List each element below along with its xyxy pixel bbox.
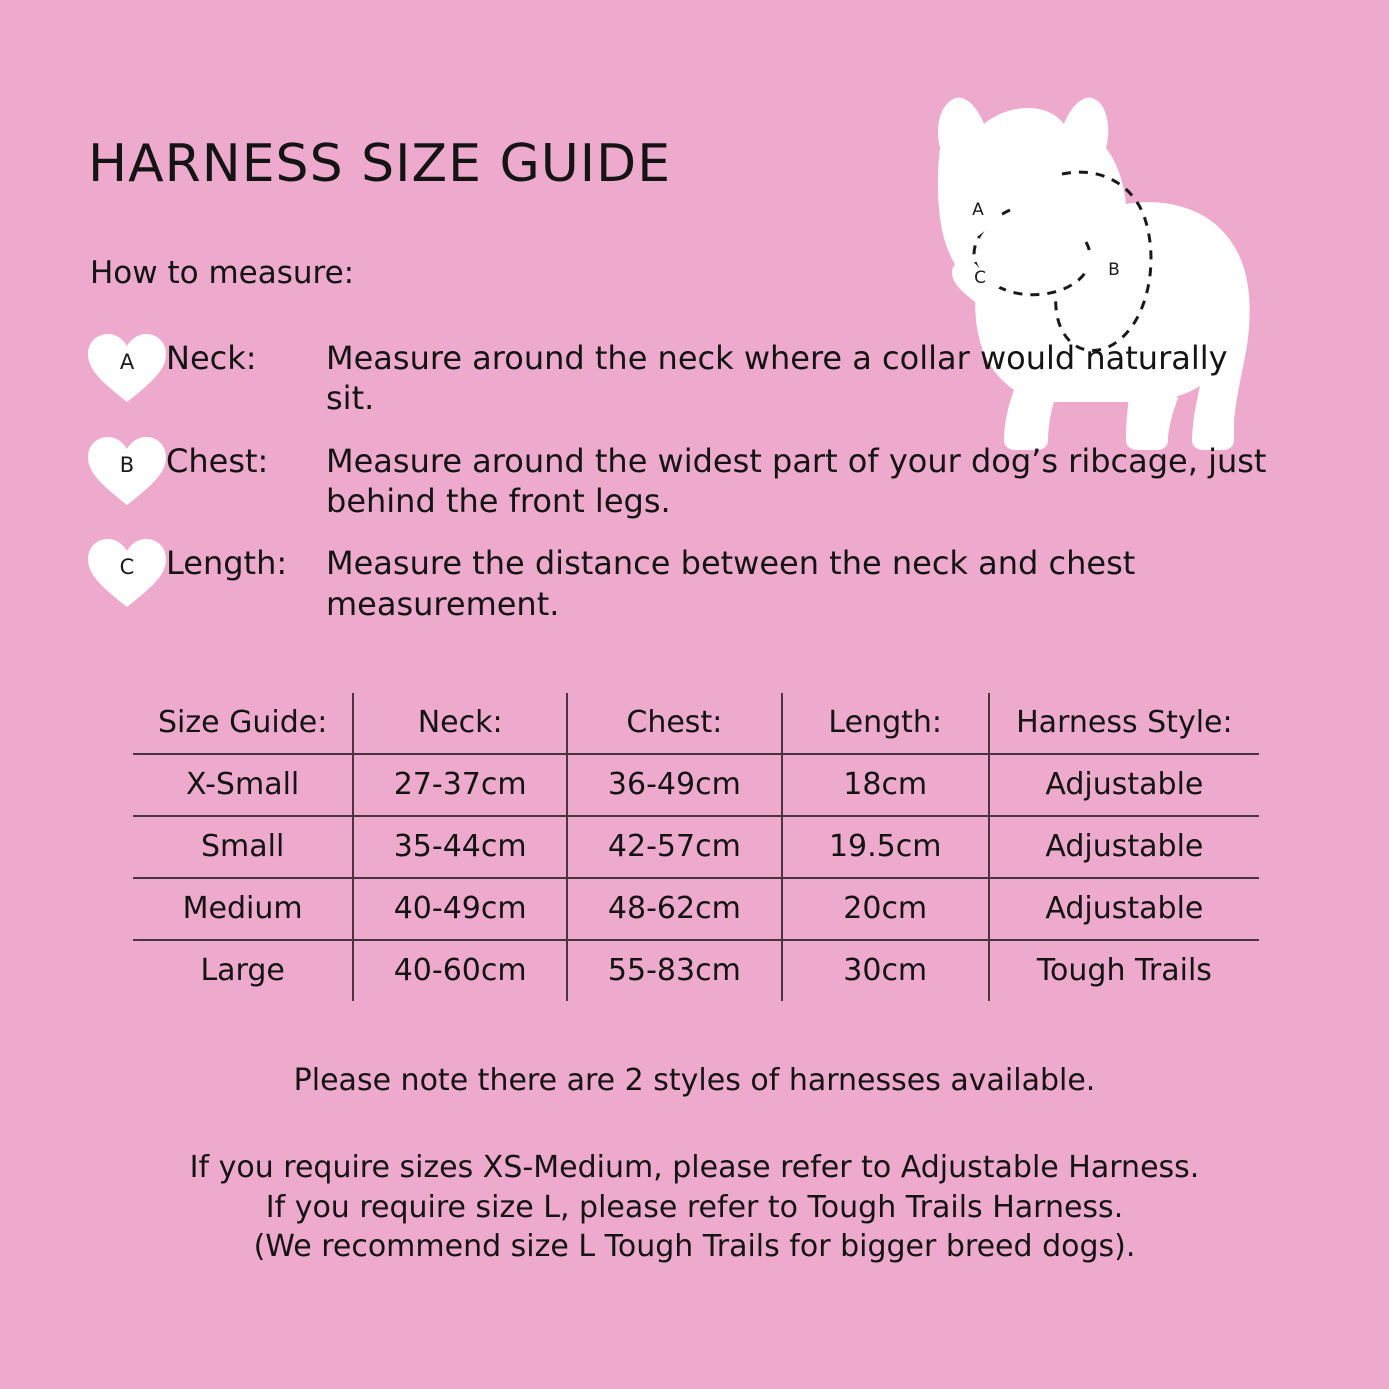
table-row: [133, 816, 1259, 878]
table-cell-neck: 27-37cm: [353, 754, 567, 816]
table-cell-style: Adjustable: [989, 878, 1259, 940]
table-header-chest: Chest:: [567, 693, 782, 754]
table-cell-chest: 55-83cm: [567, 940, 782, 1001]
measurement-text-length: Measure the distance between the neck and chest measurement.: [326, 544, 1136, 623]
note-line-2: If you require size L, please refer to Tough Trails Harness.: [265, 1189, 1124, 1225]
measurement-text-neck: Measure around the neck where a collar would naturally sit.: [326, 339, 1228, 418]
table-cell-style: Adjustable: [989, 754, 1259, 816]
heart-letter-a: A: [119, 350, 135, 374]
table-row: [133, 754, 1259, 816]
table-header-length: Length:: [782, 693, 989, 754]
table-cell-neck: 40-60cm: [353, 940, 567, 1001]
note-line-3: (We recommend size L Tough Trails for bigger breed dogs).: [253, 1229, 1136, 1265]
table-cell-length: 19.5cm: [782, 816, 989, 878]
table-cell-length: 20cm: [782, 878, 989, 940]
measurement-row-chest: [88, 433, 1268, 522]
measurement-label-neck: Neck:: [166, 339, 257, 377]
measurement-text-chest: Measure around the widest part of your dog’s ribcage, just behind the front legs.: [326, 441, 1267, 520]
table-cell-size: Large: [133, 940, 353, 1001]
table-cell-neck: 40-49cm: [353, 878, 567, 940]
page-title: HARNESS SIZE GUIDE: [88, 134, 672, 194]
table-row: [133, 878, 1259, 940]
table-cell-chest: 42-57cm: [567, 816, 782, 878]
table-cell-style: Tough Trails: [1036, 953, 1212, 988]
how-to-measure-label: How to measure:: [90, 255, 355, 291]
heart-letter-b: B: [119, 452, 135, 477]
table-header-size: Size Guide:: [133, 693, 353, 754]
table-header-row: [133, 693, 1259, 754]
dog-marker-c: C: [974, 268, 986, 288]
table-cell-size: Medium: [133, 878, 353, 940]
table-cell-chest: 36-49cm: [567, 754, 782, 816]
table-row: [133, 940, 1259, 1001]
dog-marker-a: A: [972, 200, 984, 220]
heart-icon-c: [88, 539, 166, 609]
size-table: [133, 693, 1259, 1001]
table-cell-length: 18cm: [782, 754, 989, 816]
table-cell-size: X-Small: [133, 754, 353, 816]
note-block: [0, 1148, 1389, 1267]
measurement-label-length: Length:: [166, 544, 288, 583]
table-header-neck: Neck:: [353, 693, 567, 754]
note-styles-available: Please note there are 2 styles of harnesses available.: [293, 1063, 1096, 1098]
table-cell-neck: 35-44cm: [353, 816, 567, 878]
heart-icon-b: [88, 437, 166, 507]
table-header-style: Harness Style:: [989, 693, 1259, 754]
dog-marker-b: B: [1108, 260, 1120, 280]
table-cell-size: Small: [133, 816, 353, 878]
measurement-label-chest: Chest:: [166, 441, 269, 480]
note-line-1: If you require sizes XS-Medium, please refer to Adjustable Harness.: [189, 1150, 1200, 1185]
table-cell-length: 30cm: [782, 940, 989, 1001]
table-cell-chest: 48-62cm: [567, 878, 782, 940]
measurement-list: [88, 330, 1268, 638]
table-cell-style: Adjustable: [989, 816, 1259, 878]
heart-icon-a: [88, 334, 166, 404]
measurement-row-neck: [88, 330, 1268, 419]
heart-letter-c: C: [119, 555, 135, 580]
measurement-row-length: [88, 535, 1268, 624]
